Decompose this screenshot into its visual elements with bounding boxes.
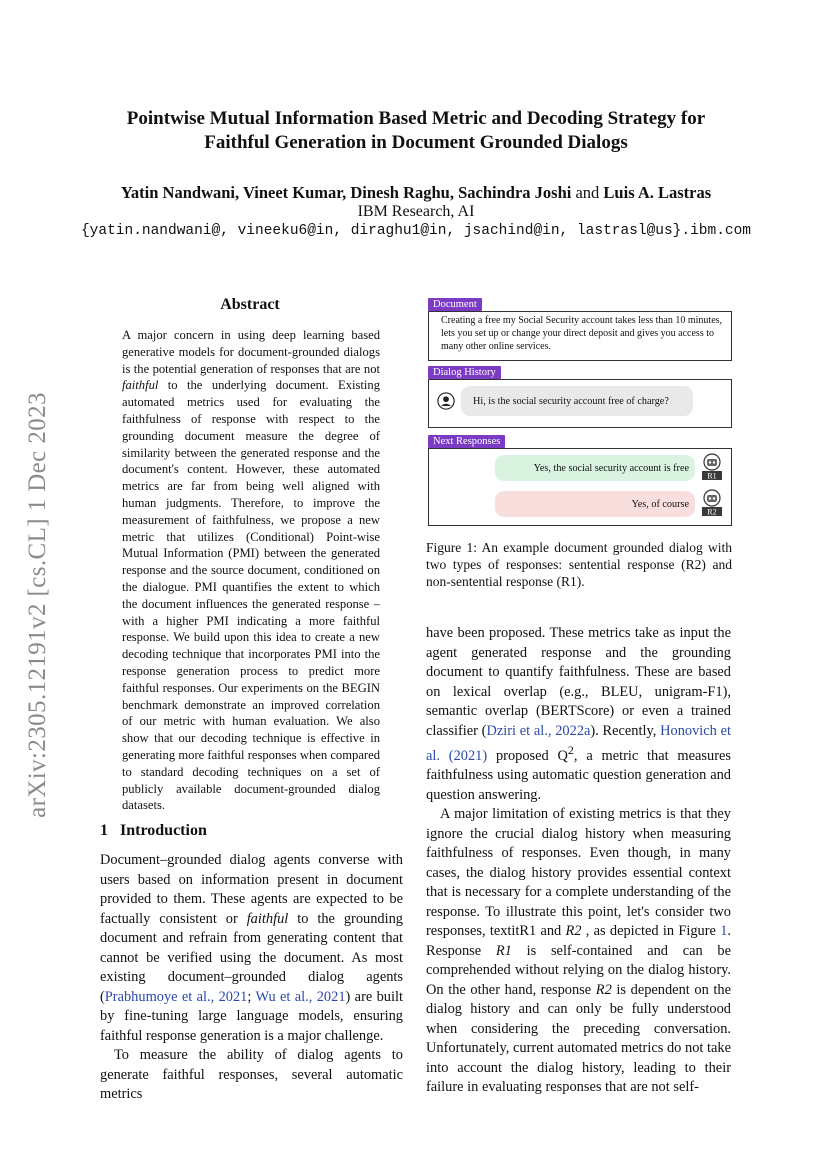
intro-left-column bbox=[100, 851, 403, 1105]
body-text: proposed Q bbox=[487, 747, 568, 764]
body-text: ). Recently, bbox=[590, 722, 661, 739]
body-text: , a metric that measures faithfulness using automatic question generation and question answering. bbox=[426, 747, 731, 803]
document-label: Document bbox=[428, 298, 482, 311]
title-line-1: Pointwise Mutual Information Based Metric and Decoding Strategy for bbox=[126, 108, 706, 129]
body-text: is self-contained and can be comprehended without relying on the dialog history. On the other hand, response bbox=[426, 942, 731, 998]
user-icon bbox=[437, 392, 455, 410]
user-message-text: Hi, is the social security account free of charge? bbox=[473, 395, 669, 407]
body-text: , as depicted in Figure bbox=[581, 923, 721, 940]
intro-faithful-term: faithful bbox=[246, 910, 289, 927]
author-emails: {yatin.nandwani@, vineeku6@in, diraghu1@in, jsachind@in, lastrasl@us}.ibm.com bbox=[80, 223, 751, 239]
intro-text: Document–grounded dialog agents converse with users based on information present in document provided to them. These agents are expected to be factually consistent or bbox=[100, 852, 403, 927]
figure-1 bbox=[426, 297, 732, 529]
intro-paragraph-2: To measure the ability of dialog agents to generate faithful responses, several automatic metrics bbox=[100, 1047, 403, 1102]
author-list bbox=[80, 182, 752, 204]
response-r2-text: Yes, of course bbox=[631, 498, 689, 510]
section-title: Introduction bbox=[120, 822, 207, 839]
dialog-history-panel bbox=[428, 379, 732, 428]
bot-icon bbox=[701, 453, 723, 481]
affiliation: IBM Research, AI bbox=[357, 203, 475, 220]
section-number: 1 bbox=[100, 822, 108, 839]
body-text: . Response bbox=[426, 923, 731, 959]
section-heading-introduction bbox=[100, 822, 207, 840]
response-ref: R2 bbox=[565, 923, 582, 940]
authors-main: Yatin Nandwani, Vineet Kumar, Dinesh Raghu, Sachindra Joshi bbox=[120, 183, 572, 202]
response-r2-bubble bbox=[495, 491, 695, 517]
abstract-faithful-term: faithful bbox=[122, 378, 159, 393]
right-paragraph-1 bbox=[426, 624, 731, 805]
abstract-heading: Abstract bbox=[220, 296, 280, 313]
abstract-text-a: A major concern in using deep learning based generative models for document-grounded dialogs is the potential generation of responses that are not bbox=[122, 328, 380, 376]
figure-1-caption: Figure 1: An example document grounded dialog with two types of responses: sentential response (R2) and non-sentential response (R1). bbox=[426, 540, 732, 589]
user-message-bubble bbox=[461, 386, 693, 416]
citation-link[interactable]: Dziri et al., 2022a bbox=[486, 722, 591, 739]
r1-tag: R1 bbox=[707, 471, 717, 481]
superscript: 2 bbox=[567, 743, 574, 757]
document-text: Creating a free my Social Security account takes less than 10 minutes, lets you set up or change your direct deposit and gives you access to many other online services. bbox=[441, 315, 723, 352]
intro-right-column bbox=[426, 624, 731, 1098]
intro-text: ) are built by fine-tuning large language models, ensuring faithful response generation is a major challenge. bbox=[100, 988, 403, 1044]
citation-link[interactable]: Honovich et al. bbox=[426, 722, 731, 764]
title-line-2: Faithful Generation in Document Grounded Dialogs bbox=[204, 132, 628, 153]
body-text: A major limitation of existing metrics is that they ignore the crucial dialog history when measuring faithfulness of responses. Even though, in many cases, the dialog history provides essential context that is necessary for a complete understanding of the response. To illustrate this point, let's consider two responses, textitR1 and bbox=[426, 806, 731, 940]
intro-paragraph-1 bbox=[100, 851, 403, 1046]
right-paragraph-2 bbox=[426, 805, 731, 1098]
citation-link[interactable]: Prabhumoye et al., 2021 bbox=[104, 988, 248, 1005]
response-r1-text: Yes, the social security account is free bbox=[533, 462, 689, 474]
authors-and: and bbox=[575, 183, 600, 202]
authors-last: Luis A. Lastras bbox=[603, 183, 712, 202]
bot-icon bbox=[701, 489, 723, 517]
body-text: is dependent on the dialog history and can only be fully understood when considering the preceding conversation. Unfortunately, current automated metrics do not take into account the dialog history, leading to their failure in evaluating responses that are not self- bbox=[426, 981, 731, 1096]
body-text: have been proposed. These metrics take as input the agent generated response and the grounding document to quantify faithfulness. These are based on lexical overlap (e.g., BLEU, unigram-F1), semantic overlap (BERTScore) or even a trained classifier ( bbox=[426, 625, 731, 739]
next-responses-label: Next Responses bbox=[428, 435, 505, 448]
abstract-text-b: to the underlying document. Existing automated metrics used for evaluating the faithfulness of response with respect to the grounding document measure the degree of similarity between the generated response and the document's content. However, these automated metrics are far from being well aligned with human judgments. Therefore, to improve the measurement of faithfulness, we propose a new metric that utilizes (Conditional) Point-wise Mutual Information (PMI) between the generated response and the source document, conditioned on the dialogue. PMI quantifies the extent to which the document influences the generated response – with a higher PMI indicating a more faithful response. We build upon this idea to create a new decoding technique that incorporates PMI into the response generation process to predict more faithful responses. Our experiments on the BEGIN benchmark demonstrate an improved correlation of our metric with human evaluation. We also show that our decoding technique is effective in generating more faithful responses when compared to standard decoding techniques on a set of publicly available document-grounded dialog datasets. bbox=[122, 378, 380, 813]
document-panel bbox=[428, 311, 732, 361]
next-responses-panel bbox=[428, 448, 732, 526]
arxiv-stamp: arXiv:2305.12191v2 [cs.CL] 1 Dec 2023 bbox=[24, 392, 51, 818]
dialog-history-label: Dialog History bbox=[428, 366, 501, 379]
figure-ref-link[interactable]: 1 bbox=[720, 923, 728, 940]
r2-tag: R2 bbox=[707, 507, 717, 517]
intro-text: ; bbox=[247, 988, 256, 1005]
abstract-body bbox=[122, 327, 380, 814]
citation-link[interactable]: Wu et al., 2021 bbox=[255, 988, 346, 1005]
intro-text: to the grounding document and refrain from generating content that cannot be verified using the document. As most existing document–grounded dialog agents ( bbox=[100, 910, 403, 1005]
citation-year-link[interactable]: (2021) bbox=[448, 747, 488, 764]
response-ref: R1 bbox=[495, 942, 512, 959]
response-ref: R2 bbox=[595, 981, 612, 998]
paper-title bbox=[80, 107, 752, 155]
response-r1-bubble bbox=[495, 455, 695, 481]
